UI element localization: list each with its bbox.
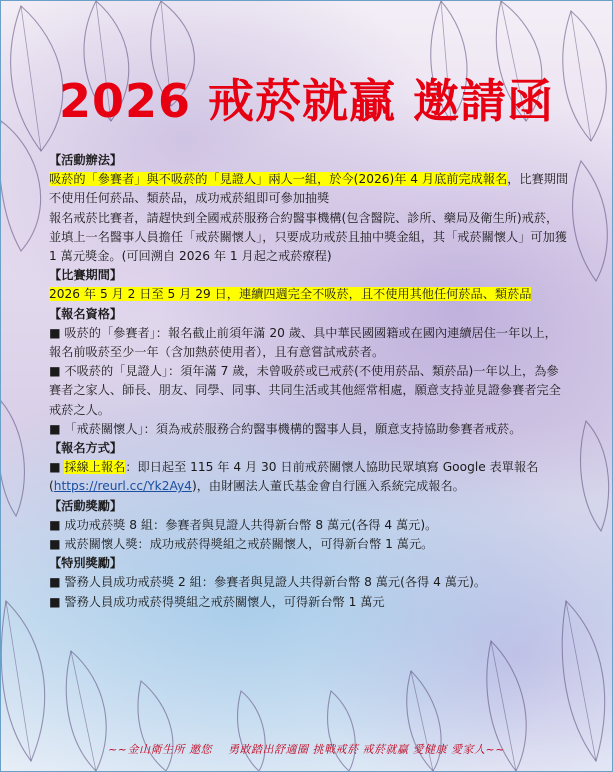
eligibility-item: ■ 不吸菸的「見證人」：須年滿 7 歲，未曾吸菸或已戒菸(不使用菸品、類菸品)一年以上，為參賽者之家人、師長、朋友、同學、同事、共同生活或其他經常相處，願意支持並見證參賽者完全戒菸之人。 — [49, 364, 561, 417]
method-heading: 【報名方式】 — [49, 441, 123, 456]
method-paragraph — [49, 458, 569, 496]
activity-highlight: 吸菸的「參賽者」與不吸菸的「見證人」兩人一組，於今(2026)年 4 月底前完成報名 — [49, 172, 508, 187]
activity-paragraph-2: 報名戒菸比賽者，請趕快到全國戒菸服務合約醫事機構(包含醫院、診所、藥局及衛生所)戒菸，並填上一名醫事人員擔任「戒菸關懷人」，只要成功戒菸且抽中獎金組，其「戒菸關懷人」可加獲 1 萬元獎金。(可回溯自 2026 年 1 月起之戒菸療程) — [49, 210, 567, 264]
special-item: ■ 警務人員成功戒菸得獎組之戒菸關懷人，可得新台幣 1 萬元 — [49, 594, 385, 609]
method-highlight: 採線上報名 — [64, 460, 126, 475]
activity-text-rest: ，比賽期間不使用任何菸品、類菸品，成功戒菸組即可參加抽獎 — [49, 172, 569, 206]
method-text-2: )，由財團法人董氏基金會自行匯入系統完成報名。 — [191, 479, 465, 494]
special-item: ■ 警務人員成功戒菸獎 2 組：參賽者與見證人共得新台幣 8 萬元(各得 4 萬元)。 — [49, 575, 487, 590]
special-heading: 【特別獎勵】 — [49, 556, 123, 571]
eligibility-item: ■ 「戒菸關懷人」：須為戒菸服務合約醫事機構的醫事人員，願意支持協助參賽者戒菸。 — [49, 421, 522, 436]
registration-link[interactable]: https://reurl.cc/Yk2Ay4 — [53, 479, 192, 494]
eligibility-item: ■ 吸菸的「參賽者」：報名截止前須年滿 20 歲、具中華民國國籍或在國內連續居住一年以上，報名前吸菸至少一年（含加熱菸使用者），且有意嘗試戒菸者。 — [49, 325, 557, 360]
activity-heading: 【活動辦法】 — [49, 153, 123, 167]
footer-slogan: ~~金山衛生所 邀您 勇敢踏出舒適圈 挑戰戒菸 戒菸就贏 愛健康 愛家人~~ — [108, 743, 505, 756]
prizes-heading: 【活動獎勵】 — [49, 498, 123, 513]
method-text-1: ：即日起至 115 年 4 月 30 日前戒菸關懷人協助民眾填寫 Google 表單報名( — [49, 460, 539, 494]
activity-paragraph-1 — [49, 170, 569, 208]
method-bullet: ■ — [49, 460, 65, 475]
content-body — [49, 151, 569, 612]
page-title: 2026 戒菸就贏 邀請函 — [58, 74, 555, 128]
period-highlight: 2026 年 5 月 2 日至 5 月 29 日，連續四週完全不吸菸，且不使用其他任何菸品、類菸品 — [49, 287, 532, 302]
period-heading: 【比賽期間】 — [49, 268, 123, 283]
prize-item: ■ 成功戒菸獎 8 組：參賽者與見證人共得新台幣 8 萬元(各得 4 萬元)。 — [49, 517, 438, 532]
period-paragraph — [49, 285, 569, 304]
eligibility-heading: 【報名資格】 — [49, 306, 123, 321]
prize-item: ■ 戒菸關懷人獎：成功戒菸得獎組之戒菸關懷人，可得新台幣 1 萬元。 — [49, 537, 434, 552]
